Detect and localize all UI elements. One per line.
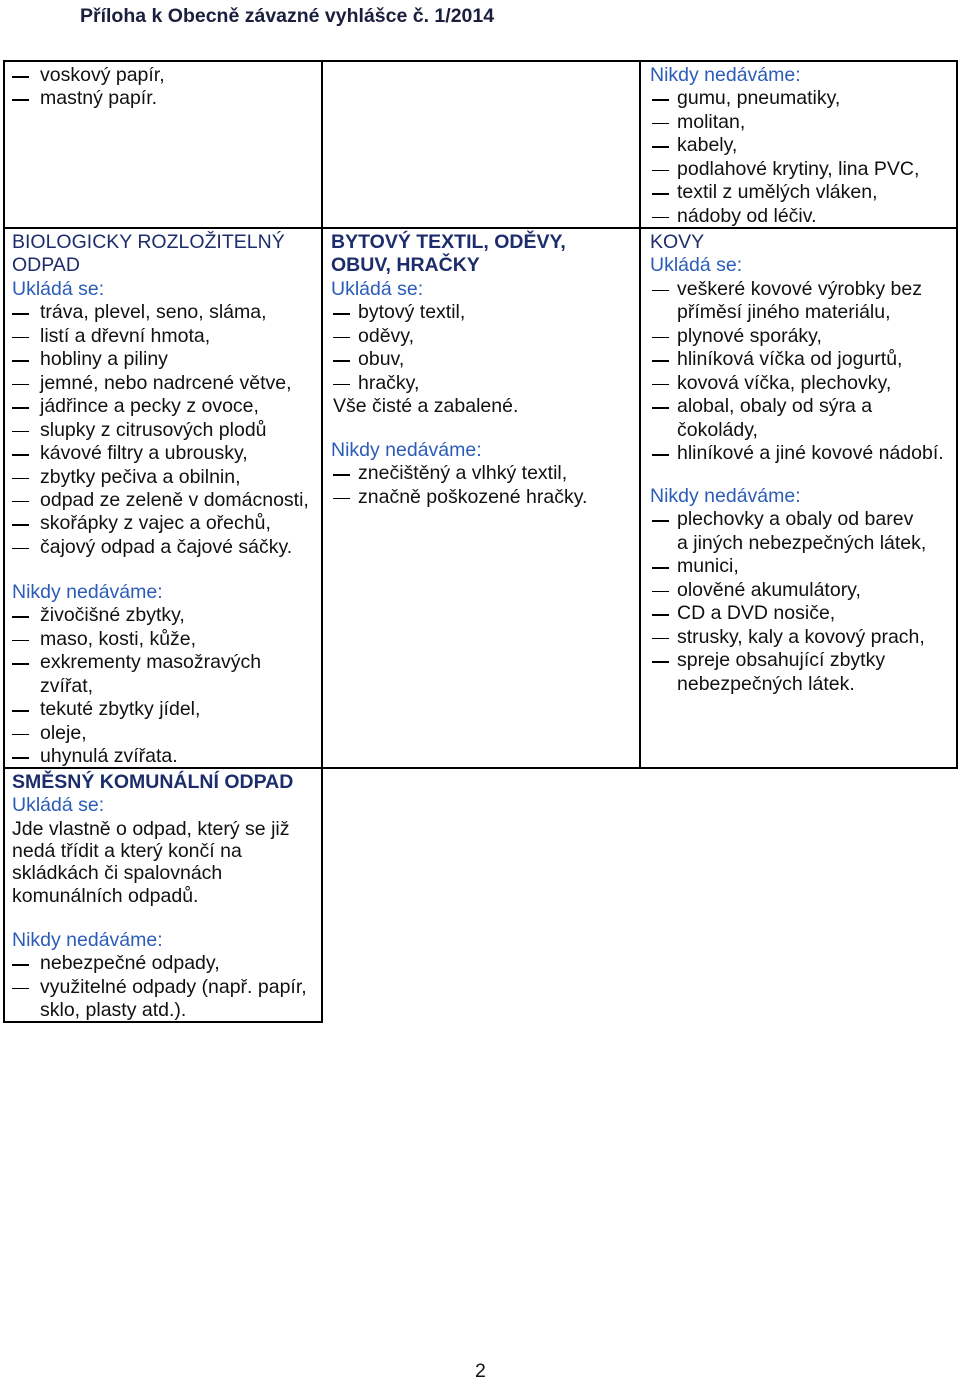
list-item: gumu, pneumatiky, <box>650 87 955 110</box>
textile-accepted <box>331 231 636 419</box>
list-item: hračky, <box>331 372 636 395</box>
list-item: alobal, obaly od sýra a čokolády, <box>650 395 955 442</box>
bio-waste-accepted <box>12 231 317 559</box>
list-item: tráva, plevel, seno, sláma, <box>12 301 317 324</box>
list-item: hliníkové a jiné kovové nádobí. <box>650 442 955 465</box>
column-divider-1 <box>321 60 323 1023</box>
list-item: nebezpečné odpady, <box>12 952 317 975</box>
section-heading-mixed-waste: SMĚSNÝ KOMUNÁLNÍ ODPAD <box>12 771 294 793</box>
rejected-label: Nikdy nedáváme: <box>331 439 482 461</box>
list-item: využitelné odpady (např. papír, sklo, plasty atd.). <box>12 976 317 1023</box>
table-border-right <box>956 60 958 769</box>
mixed-waste-description: Jde vlastně o odpad, který se již nedá třídit a který končí na skládkách či spalovnách komunálních odpadů. <box>12 817 290 907</box>
list-item: znečištěný a vlhký textil, <box>331 462 636 485</box>
accepted-label: Ukládá se: <box>12 794 105 817</box>
list-item: čajový odpad a čajové sáčky. <box>12 536 317 559</box>
textile-note: Vše čisté a zabalené. <box>333 395 519 418</box>
list-item: spreje obsahující zbytky nebezpečných látek. <box>650 649 955 696</box>
mixed-waste-rejected <box>12 929 317 1023</box>
section-heading-textile: BYTOVÝ TEXTIL, ODĚVY, OBUV, HRAČKY <box>331 231 566 277</box>
list-item: nádoby od léčiv. <box>650 205 955 228</box>
cell-row1-col1 <box>12 64 317 111</box>
page-number: 2 <box>475 1360 486 1382</box>
list-item: uhynulá zvířata. <box>12 745 317 768</box>
accepted-label: Ukládá se: <box>331 277 424 300</box>
list-item: olověné akumulátory, <box>650 579 955 602</box>
list-item: oleje, <box>12 722 317 745</box>
rejected-label: Nikdy nedáváme: <box>12 929 163 951</box>
section-heading-bio-waste: BIOLOGICKY ROZLOŽITELNÝ ODPAD <box>12 231 285 277</box>
list-item: plynové sporáky, <box>650 325 955 348</box>
list-item: skořápky z vajec a ořechů, <box>12 512 317 535</box>
rejected-label: Nikdy nedáváme: <box>650 485 801 507</box>
rejected-label: Nikdy nedáváme: <box>650 64 801 86</box>
rejected-label: Nikdy nedáváme: <box>12 581 163 603</box>
table-border-left <box>3 60 5 1023</box>
list-item: mastný papír. <box>12 87 317 110</box>
list-item: kávové filtry a ubrousky, <box>12 442 317 465</box>
list-item: hliníková víčka od jogurtů, <box>650 348 955 371</box>
list-item: listí a dřevní hmota, <box>12 325 317 348</box>
column-divider-2 <box>639 60 641 769</box>
list-item: veškeré kovové výrobky bez příměsí jiného materiálu, <box>650 278 955 325</box>
metals-accepted <box>650 231 955 466</box>
list-item: hobliny a piliny <box>12 348 317 371</box>
list-item: exkrementy masožravých zvířat, <box>12 651 317 698</box>
list-item: maso, kosti, kůže, <box>12 628 317 651</box>
list-item: CD a DVD nosiče, <box>650 602 955 625</box>
table-border-top <box>3 60 958 62</box>
list-item: odpad ze zeleně v domácnosti, <box>12 489 317 512</box>
document-title: Příloha k Obecně závazné vyhlášce č. 1/2014 <box>80 5 495 27</box>
list-item: molitan, <box>650 111 955 134</box>
list-item: kovová víčka, plechovky, <box>650 372 955 395</box>
list-item: jemné, nebo nadrcené větve, <box>12 372 317 395</box>
list-item: voskový papír, <box>12 64 317 87</box>
list-item: tekuté zbytky jídel, <box>12 698 317 721</box>
metals-rejected <box>650 485 955 696</box>
list-item: strusky, kaly a kovový prach, <box>650 626 955 649</box>
accepted-label: Ukládá se: <box>650 254 743 277</box>
textile-rejected <box>331 439 636 509</box>
list-item: obuv, <box>331 348 636 371</box>
accepted-label: Ukládá se: <box>12 277 105 300</box>
list-item: oděvy, <box>331 325 636 348</box>
bio-waste-rejected <box>12 581 317 769</box>
list-item: živočišné zbytky, <box>12 604 317 627</box>
list-item: slupky z citrusových plodů <box>12 419 317 442</box>
list-item: munici, <box>650 555 955 578</box>
list-item: kabely, <box>650 134 955 157</box>
section-heading-metals: KOVY <box>650 231 705 253</box>
list-item: plechovky a obaly od barev a jiných nebezpečných látek, <box>650 508 955 555</box>
list-item: značně poškozené hračky. <box>331 486 636 509</box>
list-item: bytový textil, <box>331 301 636 324</box>
mixed-waste-accepted <box>12 771 317 907</box>
list-item: podlahové krytiny, lina PVC, <box>650 158 955 181</box>
list-item: jádřince a pecky z ovoce, <box>12 395 317 418</box>
cell-row1-col3 <box>650 64 955 228</box>
list-item: zbytky pečiva a obilnin, <box>12 466 317 489</box>
list-item: textil z umělých vláken, <box>650 181 955 204</box>
